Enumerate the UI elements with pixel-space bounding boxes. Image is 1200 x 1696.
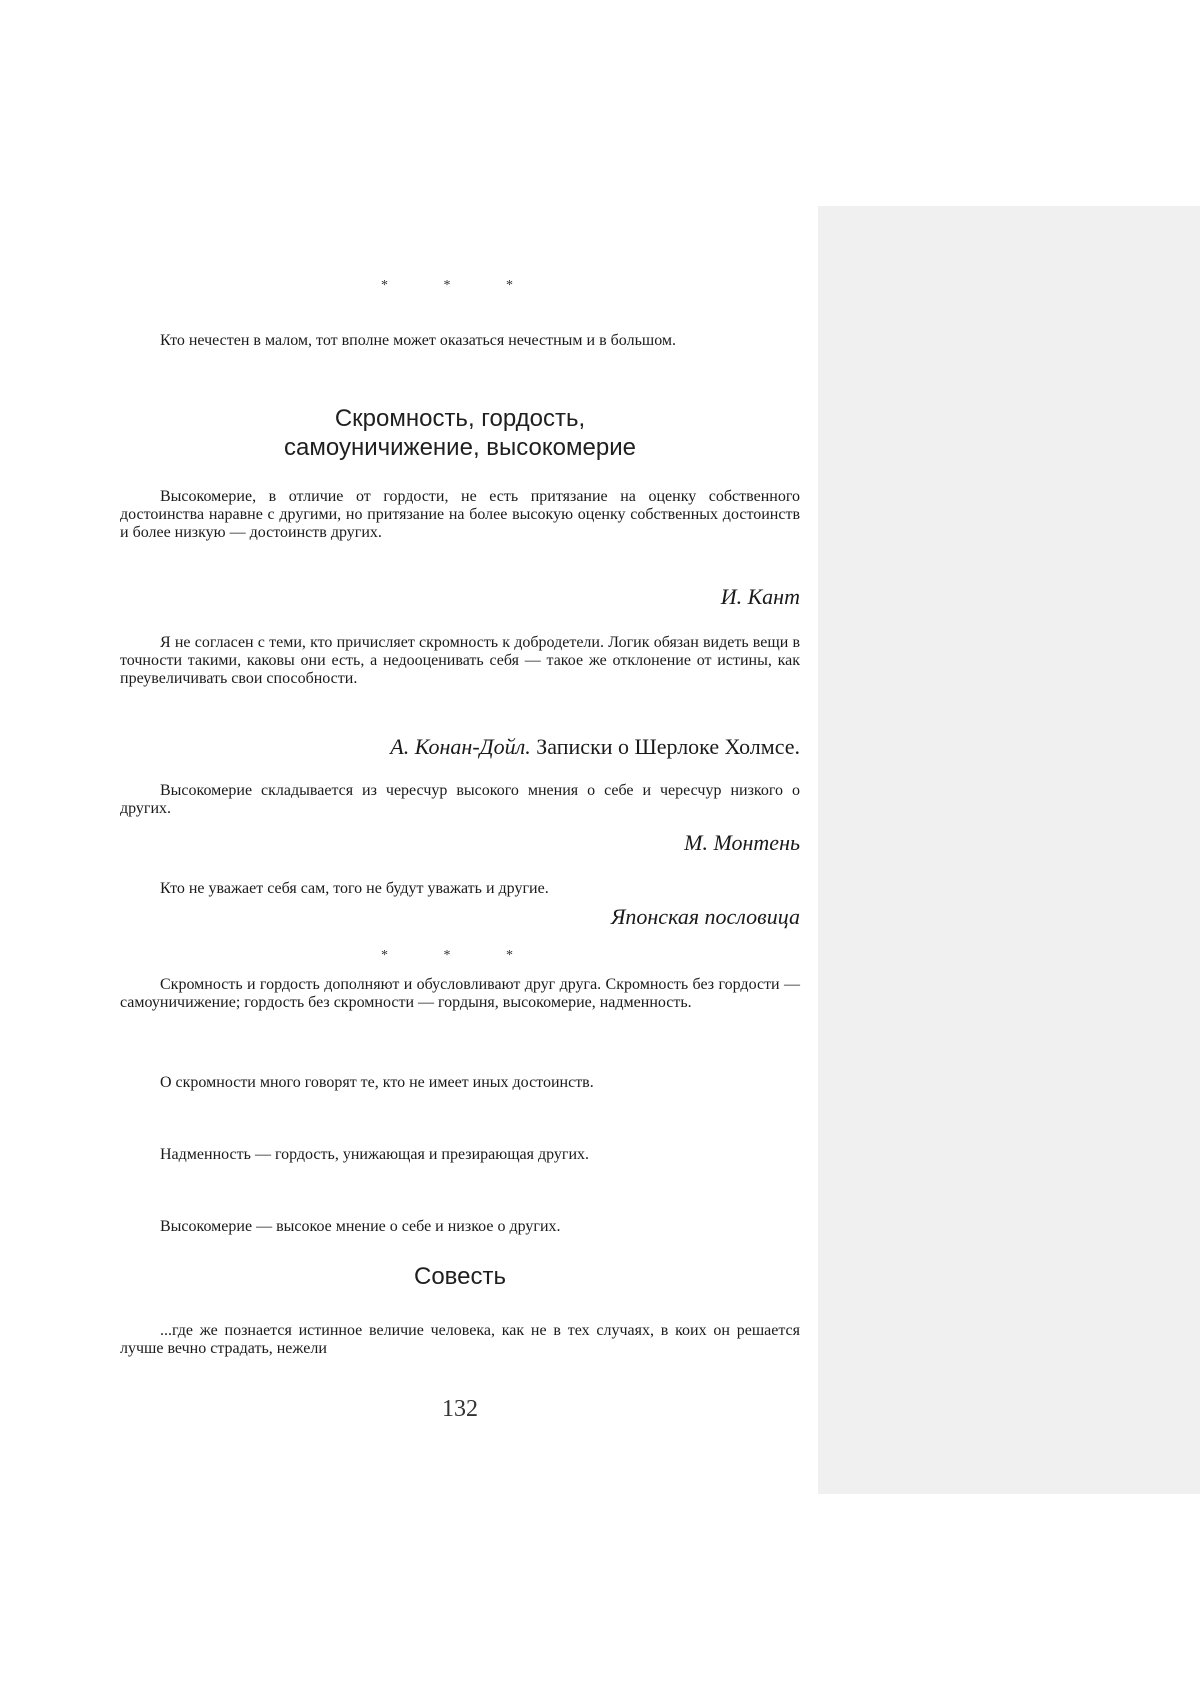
author-name: М. Монтень xyxy=(684,830,800,855)
side-panel xyxy=(818,206,1200,1494)
paragraph-modesty-pride: Скромность и гордость дополняют и обусловливают друг друга. Скромность без гордости — самоуничижение; гордость без скромности — гордыня, высокомерие, надменность. xyxy=(120,976,800,1011)
quote-proverb: Кто не уважает себя сам, того не будут уважать и другие. xyxy=(160,880,549,897)
quote-montaigne-author xyxy=(120,830,800,856)
section-heading-modesty-line1: Скромность, гордость, xyxy=(334,405,586,432)
quote-conan-doyle: Я не согласен с теми, кто причисляет скромность к добродетели. Логик обязан видеть вещи в точности такими, каковы они есть, а недооценивать себя — такое же отклонение от истины, как преувеличивать свои способности. xyxy=(120,634,800,687)
paragraph-dishonesty: Кто нечестен в малом, тот вполне может оказаться нечестным и в большом. xyxy=(160,332,677,349)
quote-kant-author xyxy=(120,584,800,610)
section-heading-modesty xyxy=(120,404,800,462)
paragraph-arrogance: Надменность — гордость, унижающая и презирающая других. xyxy=(160,1146,590,1163)
separator-stars-1: * * * xyxy=(381,278,539,293)
section-heading-conscience: Совесть xyxy=(413,1263,506,1290)
paragraph-haughtiness: Высокомерие — высокое мнение о себе и низкое о других. xyxy=(160,1218,561,1235)
quote-conan-doyle-author xyxy=(120,734,800,760)
quote-proverb-author xyxy=(120,904,800,930)
paragraph-conscience: ...где же познается истинное величие человека, как не в тех случаях, в коих он решается лучше вечно страдать, нежели xyxy=(120,1322,800,1357)
paragraph-modesty-talk: О скромности много говорят те, кто не имеет иных достоинств. xyxy=(160,1074,594,1091)
author-name: Японская пословица xyxy=(610,904,800,929)
quote-kant: Высокомерие, в отличие от гордости, не есть притязание на оценку собственного достоинства наравне с другими, но притязание на более высокую оценку собственных достоинств и более низкую — достоинств других. xyxy=(120,488,800,541)
section-heading-modesty-line2: самоуничижение, высокомерие xyxy=(284,434,636,461)
author-source: Записки о Шерлоке Холмсе. xyxy=(536,734,800,759)
page-number: 132 xyxy=(442,1396,478,1422)
separator-stars-2: * * * xyxy=(381,948,539,963)
author-name: И. Кант xyxy=(720,584,800,609)
author-name: А. Конан-Дойл. xyxy=(390,734,531,759)
quote-montaigne: Высокомерие складывается из чересчур высокого мнения о себе и чересчур низкого о других. xyxy=(120,782,800,817)
